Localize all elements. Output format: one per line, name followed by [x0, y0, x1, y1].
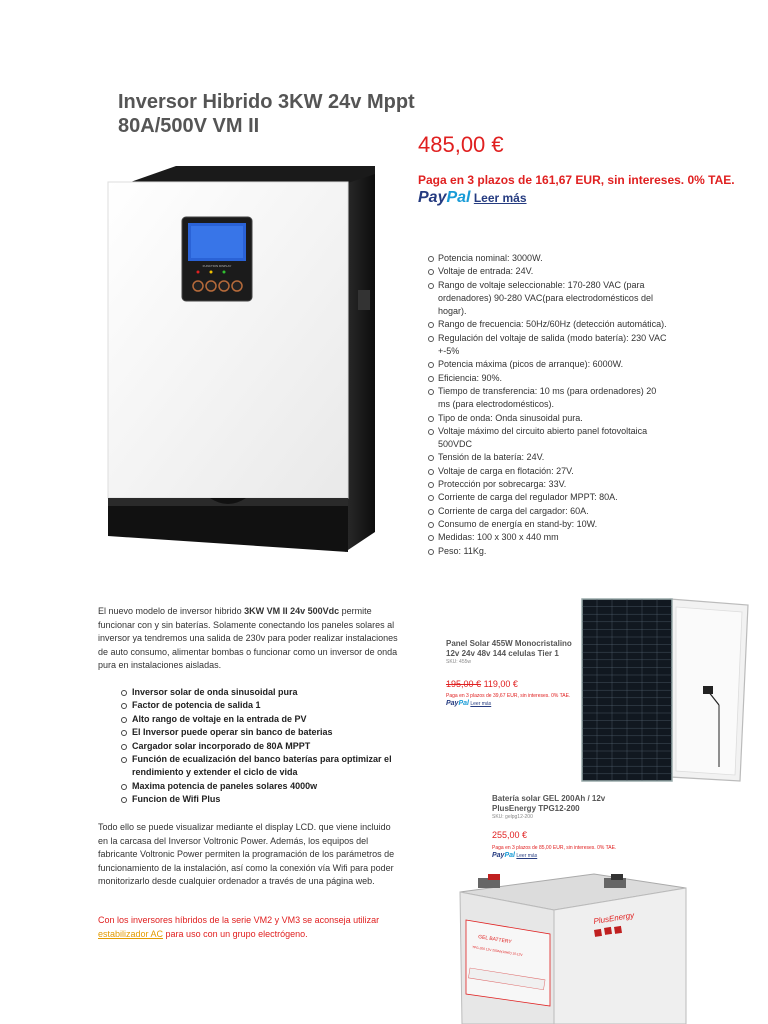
feature-item: Funcion de Wifi Plus	[118, 793, 408, 806]
spec-item: Potencia máxima (picos de arranque): 6000W.	[425, 358, 670, 371]
related-sale-price: 119,00 €	[483, 679, 518, 689]
related-read-more-link[interactable]: Leer más	[516, 853, 538, 859]
inverter-screen-label: FUNCTION DISPLAY	[202, 264, 232, 268]
related-title[interactable]: Batería solar GEL 200Ah / 12v PlusEnergy TPG12-200	[492, 794, 606, 813]
installments-text: Paga en 3 plazos de 161,67 EUR, sin intereses. 0% TAE.	[418, 173, 735, 187]
product-title: Inversor Hibrido 3KW 24v Mppt 80A/500V VM II	[118, 91, 415, 137]
feature-item: Cargador solar incorporado de 80A MPPT	[118, 740, 408, 753]
model-name: 3KW VM II 24v 500Vdc	[244, 606, 340, 616]
spec-item: Potencia nominal: 3000W.	[425, 252, 670, 265]
spec-item: Peso: 11Kg.	[425, 545, 670, 558]
specs-list	[425, 252, 670, 558]
feature-item: Factor de potencia de salida 1	[118, 699, 408, 712]
display-description: Todo ello se puede visualizar mediante el display LCD. que viene incluido en la carcasa del Inversor Voltronic Power. Además, los equipos del fabricante Voltronic Power permiten la programación de los parámetros de funcionamiento de la instalación, así como la conexión vía Wifi para poder monitorizarlo desde cualquier ordenador a través de una página web.	[98, 822, 395, 887]
related-sku: SKU: 455w	[446, 659, 472, 665]
spec-item: Corriente de carga del cargador: 60A.	[425, 505, 670, 518]
inverter-image	[100, 160, 385, 570]
feature-item: El Inversor puede operar sin banco de baterias	[118, 726, 408, 739]
read-more-link[interactable]: Leer más	[473, 191, 527, 205]
spec-item: Tipo de onda: Onda sinusoidal pura.	[425, 412, 670, 425]
product-price: 485,00 €	[418, 132, 504, 157]
features-list	[118, 686, 408, 807]
spec-item: Medidas: 100 x 300 x 440 mm	[425, 531, 670, 544]
battery-brand: PlusEnergy	[592, 910, 635, 926]
spec-item: Protección por sobrecarga: 33V.	[425, 478, 670, 491]
battery-model: TPG-200 12V 200Ah(10HR) 10-12V	[471, 945, 523, 957]
feature-item: Inversor solar de onda sinusoidal pura	[118, 686, 408, 699]
spec-item: Regulación del voltaje de salida (modo batería): 230 VAC +-5%	[425, 332, 670, 359]
related-read-more-link[interactable]: Leer más	[470, 701, 492, 707]
spec-item: Voltaje máximo del circuito abierto panel fotovoltaica 500VDC	[425, 425, 670, 452]
battery-label: GEL BATTERY	[477, 934, 513, 946]
stabilizer-note: Con los inversores híbridos de la serie VM2 y VM3 se aconseja utilizar estabilizador AC para uso con un grupo electrógeno.	[98, 915, 380, 939]
related-installments: Paga en 3 plazos de 85,00 EUR, sin intereses. 0% TAE. PayPal Leer más	[492, 845, 617, 859]
feature-item: Alto rango de voltaje en la entrada de PV	[118, 713, 408, 726]
spec-item: Corriente de carga del regulador MPPT: 80A.	[425, 491, 670, 504]
paypal-logo: PayPal	[446, 700, 469, 707]
solar-panel-image	[578, 595, 753, 785]
product-description: El nuevo modelo de inversor hibrido 3KW VM II 24v 500Vdc permite funcionar con y sin baterías. Solamente conectando los paneles solares al inversor ya tendremos una salida de 230v para poder realizar instalaciones de auto consumo, alimentar bombas o funcionar como un inversor de onda pura en instalaciones aisladas.	[98, 606, 398, 671]
spec-item: Eficiencia: 90%.	[425, 372, 670, 385]
related-title[interactable]: Panel Solar 455W Monocristalino 12v 24v 48v 144 celulas Tier 1	[446, 639, 572, 658]
related-price	[446, 679, 576, 689]
spec-item: Rango de voltaje seleccionable: 170-280 VAC (para ordenadores) 90-280 VAC(para electrodomésticos del hogar).	[425, 279, 670, 319]
spec-item: Tensión de la batería: 24V.	[425, 451, 670, 464]
spec-item: Tiempo de transferencia: 10 ms (para ordenadores) 20 ms (para electrodomésticos).	[425, 385, 670, 412]
spec-item: Consumo de energía en stand-by: 10W.	[425, 518, 670, 531]
battery-image	[454, 868, 690, 1024]
paypal-logo: PayPal	[492, 852, 515, 859]
feature-item: Maxima potencia de paneles solares 4000w	[118, 780, 408, 793]
spec-item: Rango de frecuencia: 50Hz/60Hz (detección automática).	[425, 318, 670, 331]
related-card-battery[interactable]	[492, 794, 622, 860]
related-old-price: 195,00 €	[446, 679, 482, 689]
related-installments: Paga en 3 plazos de 39,67 EUR, sin intereses. 0% TAE. PayPal Leer más	[446, 693, 571, 707]
feature-item: Función de ecualización del banco baterías para optimizar el rendimiento y extender el ciclo de vida	[118, 753, 408, 780]
installments-info	[418, 172, 738, 207]
spec-item: Voltaje de entrada: 24V.	[425, 265, 670, 278]
related-card-solar-panel[interactable]	[446, 639, 576, 708]
paypal-logo: PayPal	[418, 189, 471, 206]
spec-item: Voltaje de carga en flotación: 27V.	[425, 465, 670, 478]
related-price: 255,00 €	[492, 830, 528, 840]
stabilizer-link[interactable]: estabilizador AC	[98, 928, 164, 939]
related-sku: SKU: gelpg12-200	[492, 814, 533, 820]
